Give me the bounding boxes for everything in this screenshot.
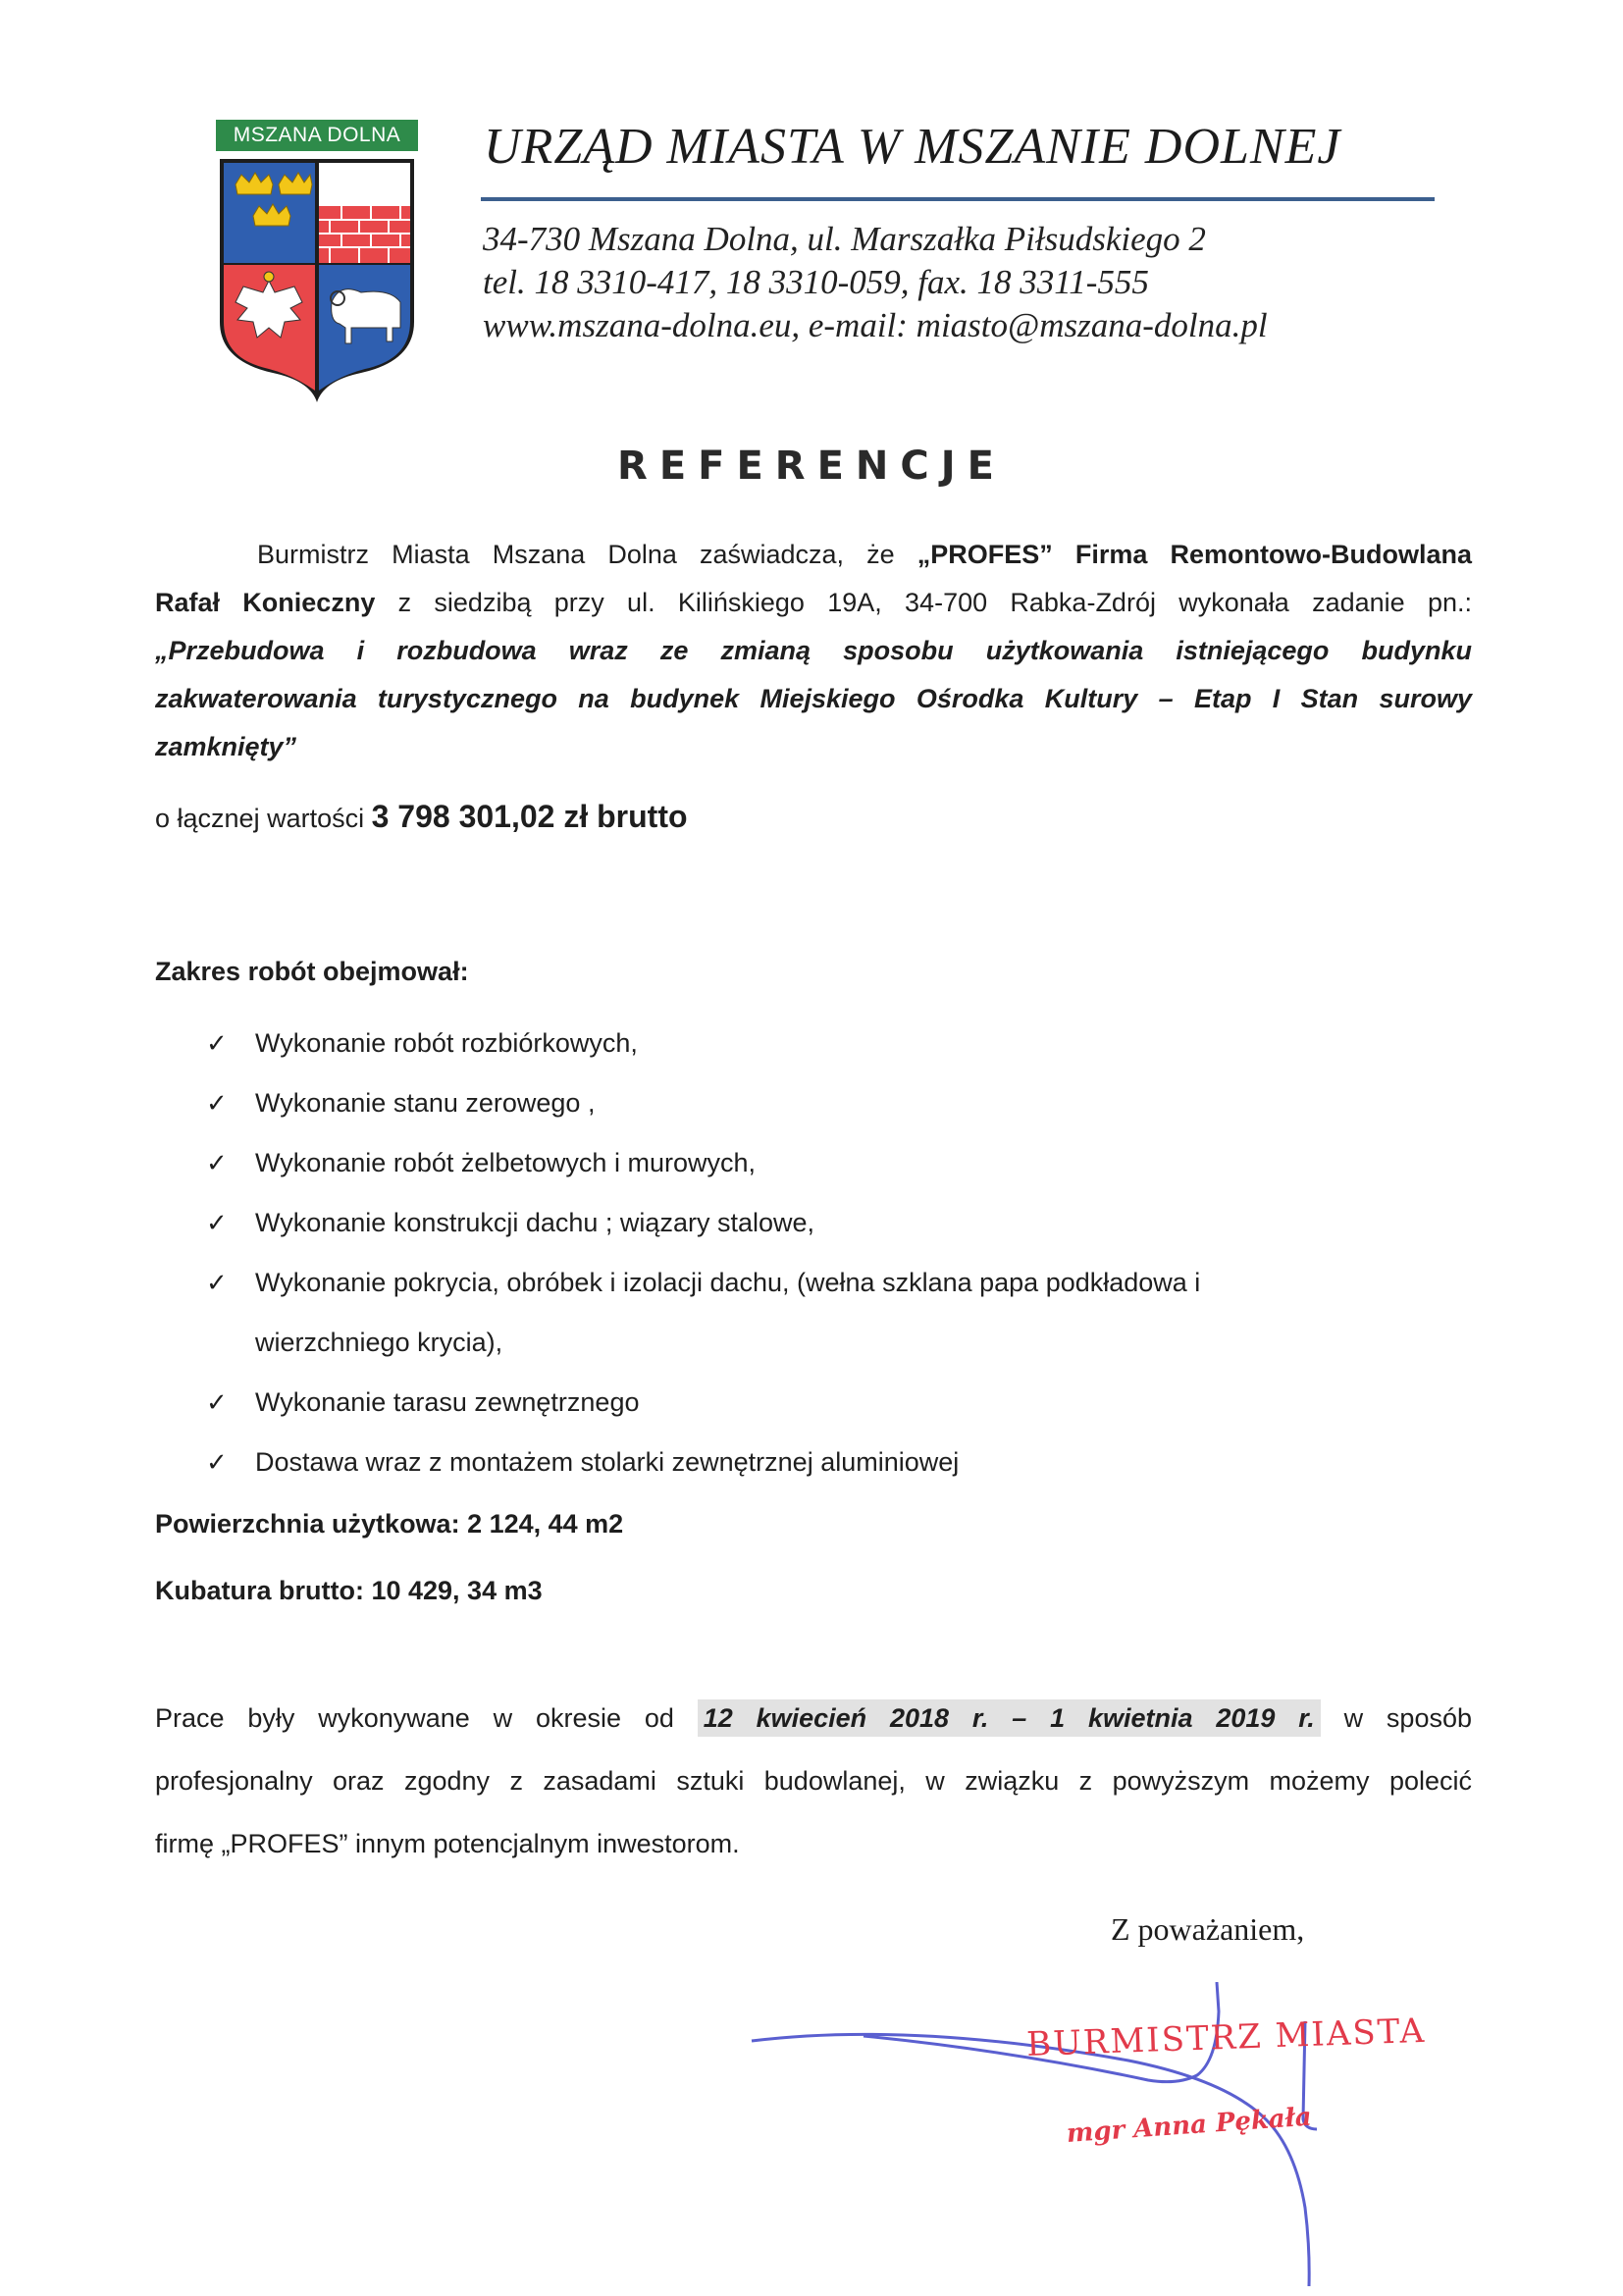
- crest-banner: MSZANA DOLNA: [216, 120, 418, 151]
- task-line-1: „Przebudowa i rozbudowa wraz ze zmianą sposobu użytkowania istniejącego budynku: [155, 636, 1472, 665]
- city-crest: [214, 120, 420, 404]
- value-amount: 3 798 301,02 zł brutto: [371, 799, 688, 834]
- conclusion-line-1: [155, 1703, 1472, 1734]
- check-icon: ✓: [206, 1089, 228, 1119]
- check-icon: ✓: [206, 1269, 228, 1298]
- work-period-highlight: 12 kwiecień 2018 r. – 1 kwietnia 2019 r.: [698, 1699, 1321, 1737]
- owner-name: Rafał Konieczny: [155, 588, 376, 617]
- usable-area: Powierzchnia użytkowa: 2 124, 44 m2: [155, 1509, 624, 1539]
- check-icon: ✓: [206, 1448, 228, 1478]
- conclusion-line-2: profesjonalny oraz zgodny z zasadami sztuki budowlanej, w związku z powyższym możemy polecić: [155, 1766, 1472, 1796]
- contract-value: [155, 799, 688, 835]
- scope-heading: Zakres robót obejmował:: [155, 957, 469, 986]
- check-icon: ✓: [206, 1149, 228, 1178]
- scope-item: ✓ Dostawa wraz z montażem stolarki zewnętrznej aluminiowej: [206, 1447, 960, 1478]
- intro-text: Burmistrz Miasta Mszana Dolna zaświadcza, że: [257, 540, 917, 569]
- company-name: „PROFES” Firma Remontowo-Budowlana: [916, 540, 1473, 569]
- intro-line-2: [155, 588, 1472, 618]
- value-label: o łącznej wartości: [155, 804, 372, 833]
- intro-line-1: [155, 540, 1472, 570]
- scope-item: ✓ Wykonanie robót rozbiórkowych,: [206, 1028, 638, 1059]
- coat-of-arms-icon: [214, 155, 420, 404]
- office-phones: tel. 18 3310-417, 18 3310-059, fax. 18 3311-555: [483, 263, 1149, 301]
- scope-item: ✓ Wykonanie konstrukcji dachu ; wiązary stalowe,: [206, 1208, 815, 1238]
- task-line-3: zamknięty”: [155, 732, 297, 761]
- gross-volume: Kubatura brutto: 10 429, 34 m3: [155, 1576, 543, 1605]
- office-title: URZĄD MIASTA W MSZANIE DOLNEJ: [484, 119, 1341, 175]
- header-divider: [481, 197, 1435, 201]
- check-icon: ✓: [206, 1029, 228, 1059]
- conclusion-line-3: firmę „PROFES” innym potencjalnym inwestorom.: [155, 1829, 740, 1858]
- scope-item: ✓ Wykonanie pokrycia, obróbek i izolacji dachu, (wełna szklana papa podkładowa i: [206, 1268, 1201, 1298]
- document-title: REFERENCJE: [617, 444, 1006, 489]
- closing-salutation: Z poważaniem,: [1111, 1911, 1305, 1947]
- scope-item: ✓ Wykonanie tarasu zewnętrznego: [206, 1387, 640, 1418]
- conclusion-text: w sposób: [1320, 1703, 1472, 1733]
- office-web-email: www.mszana-dolna.eu, e-mail: miasto@mszana-dolna.pl: [483, 306, 1268, 344]
- stamp-name: mgr Anna Pękała: [1065, 2102, 1313, 2149]
- check-icon: ✓: [206, 1388, 228, 1418]
- stamp-title: BURMISTRZ MIASTA: [1025, 2010, 1427, 2064]
- scope-item-continuation: wierzchniego krycia),: [255, 1328, 503, 1357]
- scope-item: ✓ Wykonanie robót żelbetowych i murowych,: [206, 1148, 756, 1178]
- office-address: 34-730 Mszana Dolna, ul. Marszałka Piłsudskiego 2: [483, 220, 1206, 258]
- scope-item: ✓ Wykonanie stanu zerowego ,: [206, 1088, 596, 1119]
- conclusion-text: Prace były wykonywane w okresie od: [155, 1703, 698, 1733]
- check-icon: ✓: [206, 1209, 228, 1238]
- task-line-2: zakwaterowania turystycznego na budynek Miejskiego Ośrodka Kultury – Etap I Stan surowy: [155, 684, 1472, 713]
- company-address: z siedzibą przy ul. Kilińskiego 19A, 34-700 Rabka-Zdrój wykonała zadanie pn.:: [375, 588, 1472, 617]
